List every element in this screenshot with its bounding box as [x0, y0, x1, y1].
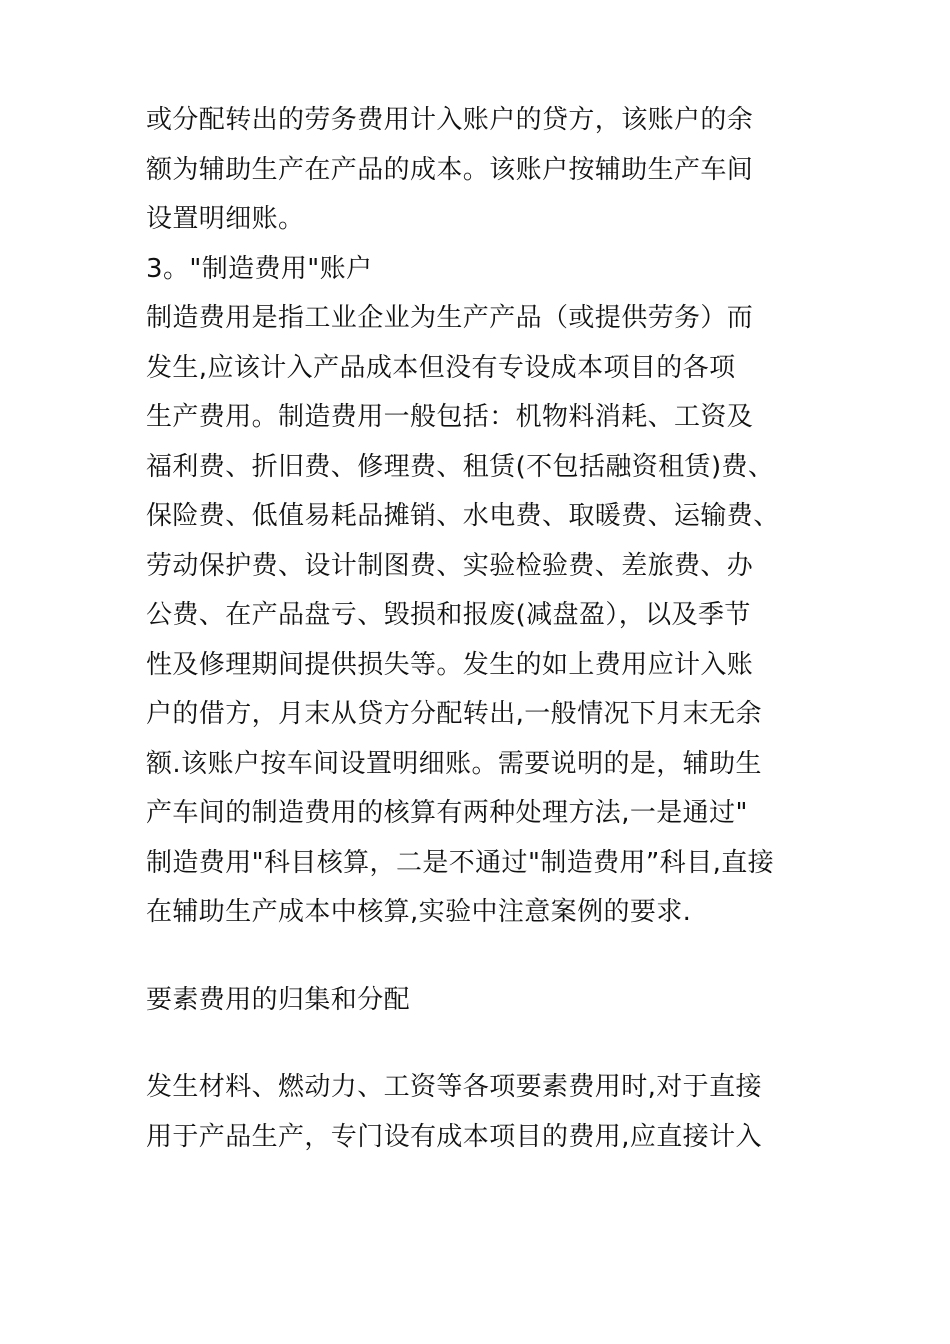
text-line: 户的借方，月末从贷方分配转出,一般情况下月末无余 [146, 699, 762, 729]
text-line: 生产费用。制造费用一般包括：机物料消耗、工资及 [146, 402, 754, 432]
text-line: 公费、在产品盘亏、毁损和报废(减盘盈），以及季节 [146, 600, 751, 630]
paragraph-2 [146, 294, 836, 938]
text-line: 额.该账户按车间设置明细账。需要说明的是，辅助生 [146, 748, 762, 779]
text-line: 保险费、低值易耗品摊销、水电费、取暖费、运输费、 [146, 501, 780, 531]
text-line: 在辅助生产成本中核算,实验中注意案例的要求. [146, 897, 692, 927]
text-line: 劳动保护费、设计制图费、实验检验费、差旅费、办 [146, 550, 754, 581]
text-line: 发生材料、燃动力、工资等各项要素费用时,对于直接 [146, 1072, 762, 1102]
text-line: 发生,应该计入产品成本但没有专设成本项目的各项 [146, 352, 736, 383]
paragraph-spacer [146, 1025, 836, 1063]
paragraph-spacer [146, 938, 836, 976]
text-line: 用于产品生产，专门设有成本项目的费用,应直接计入 [146, 1121, 762, 1152]
text-line: 设置明细账。 [146, 204, 305, 234]
text-line: 产车间的制造费用的核算有两种处理方法,一是通过" [146, 798, 748, 828]
paragraph-3 [146, 1063, 836, 1162]
paragraph-1 [146, 96, 836, 245]
text-line: 制造费用"科目核算，二是不通过"制造费用”科目,直接 [146, 847, 775, 878]
section-heading: 3。"制造费用"账户 [146, 253, 373, 284]
subheading: 要素费用的归集和分配 [146, 984, 411, 1015]
text-line: 性及修理期间提供损失等。发生的如上费用应计入账 [146, 649, 754, 680]
text-line: 额为辅助生产在产品的成本。该账户按辅助生产车间 [146, 154, 754, 185]
document-body [146, 96, 836, 1162]
text-line: 福利费、折旧费、修理费、租赁(不包括融资租赁)费、 [146, 451, 775, 482]
text-line: 制造费用是指工业企业为生产产品（或提供劳务）而 [146, 303, 754, 333]
text-line: 或分配转出的劳务费用计入账户的贷方，该账户的余 [146, 105, 754, 135]
